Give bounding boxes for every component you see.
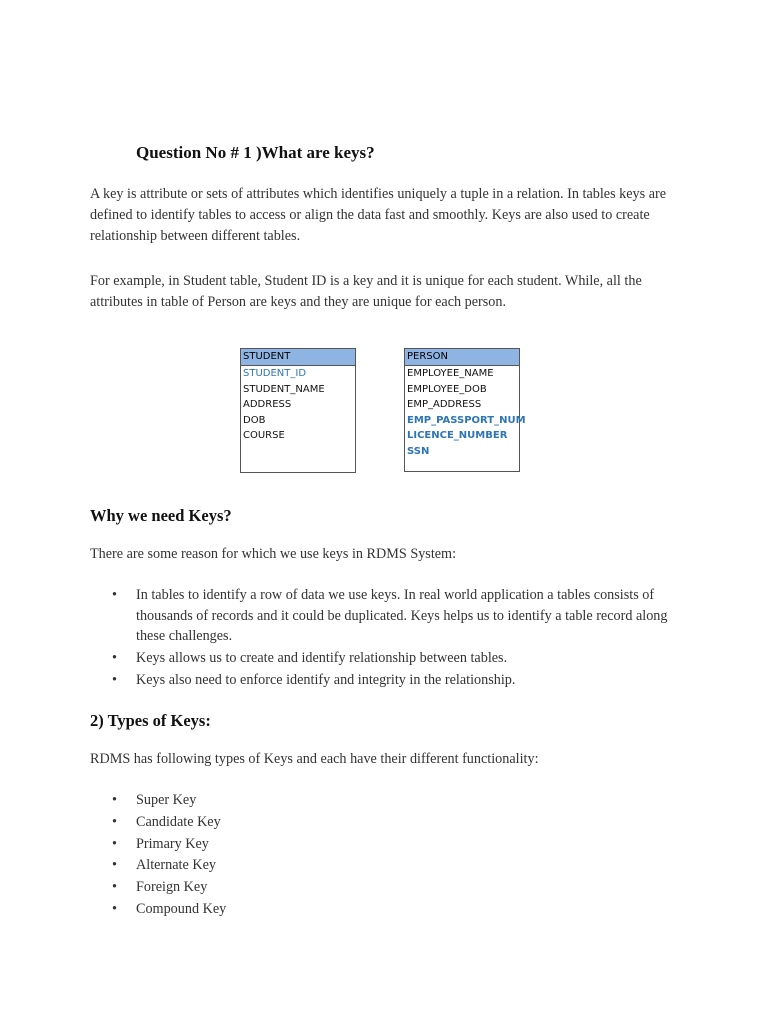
person-table-row: EMP_ADDRESS [407,399,482,411]
why-keys-heading: Why we need Keys? [90,506,232,525]
person-table-row: LICENCE_NUMBER [407,430,508,442]
list-item [90,585,680,647]
person-table-row: SSN [407,445,430,457]
list-item-text: Keys also need to enforce identify and integrity in the relationship. [136,672,516,688]
bullet-icon: • [112,857,117,874]
bullet-icon: • [112,792,117,808]
list-item-text: Super Key [136,792,197,808]
person-table [404,348,526,472]
list-item [90,812,226,834]
types-of-keys-intro: RDMS has following types of Keys and each have their different functionality: [90,751,539,767]
list-item-text: In tables to identify a row of data we use keys. In real world application a tables consists of thousands of records and it could be duplicated. Keys helps us to identify a table record along these challenges. [136,587,668,644]
list-item-text: Alternate Key [136,857,216,874]
bullet-icon: • [112,587,117,603]
list-item-text: Keys allows us to create and identify relationship between tables. [136,650,508,666]
keys-definition-paragraph: A key is attribute or sets of attributes which identifies uniquely a tuple in a relation. In tables keys are defined to identify tables to access or align the data fast and smoothly. Keys are also used to create relationship between different tables. [90,186,667,244]
list-item-text: Compound Key [136,900,227,917]
person-table-header: PERSON [405,349,519,366]
bullet-icon: • [112,672,117,688]
list-item-text: Primary Key [136,835,209,852]
person-table-row: EMP_PASSPORT_NUM [407,414,526,426]
question-heading: Question No # 1 )What are keys? [136,143,375,162]
list-item [90,790,226,812]
bullet-icon: • [112,650,117,666]
list-item [90,670,680,691]
student-table [240,348,356,473]
bullet-icon: • [112,900,117,917]
person-table-row: EMPLOYEE_NAME [407,368,494,379]
key-types-list [90,790,226,921]
bullet-icon: • [112,879,117,896]
person-table-row: EMPLOYEE_DOB [407,383,487,395]
student-table-row: STUDENT_ID [243,368,307,379]
reasons-list [90,585,680,692]
types-of-keys-heading: 2) Types of Keys: [90,711,211,730]
bullet-icon: • [112,835,117,852]
list-item-text: Candidate Key [136,813,221,830]
list-item [90,648,680,669]
student-table-row: ADDRESS [243,399,292,411]
student-table-row: COURSE [243,430,285,442]
list-item [90,834,226,856]
student-table-row: DOB [243,414,266,426]
list-item [90,877,226,899]
bullet-icon: • [112,813,117,830]
list-item [90,899,226,921]
student-table-header: STUDENT [241,349,355,366]
keys-example-paragraph: For example, in Student table, Student ID is a key and it is unique for each student. While, all the attributes in table of Person are keys and they are unique for each person. [90,273,642,310]
list-item-text: Foreign Key [136,879,208,896]
why-keys-intro: There are some reason for which we use keys in RDMS System: [90,546,457,562]
list-item [90,855,226,877]
student-table-row: STUDENT_NAME [243,383,325,395]
